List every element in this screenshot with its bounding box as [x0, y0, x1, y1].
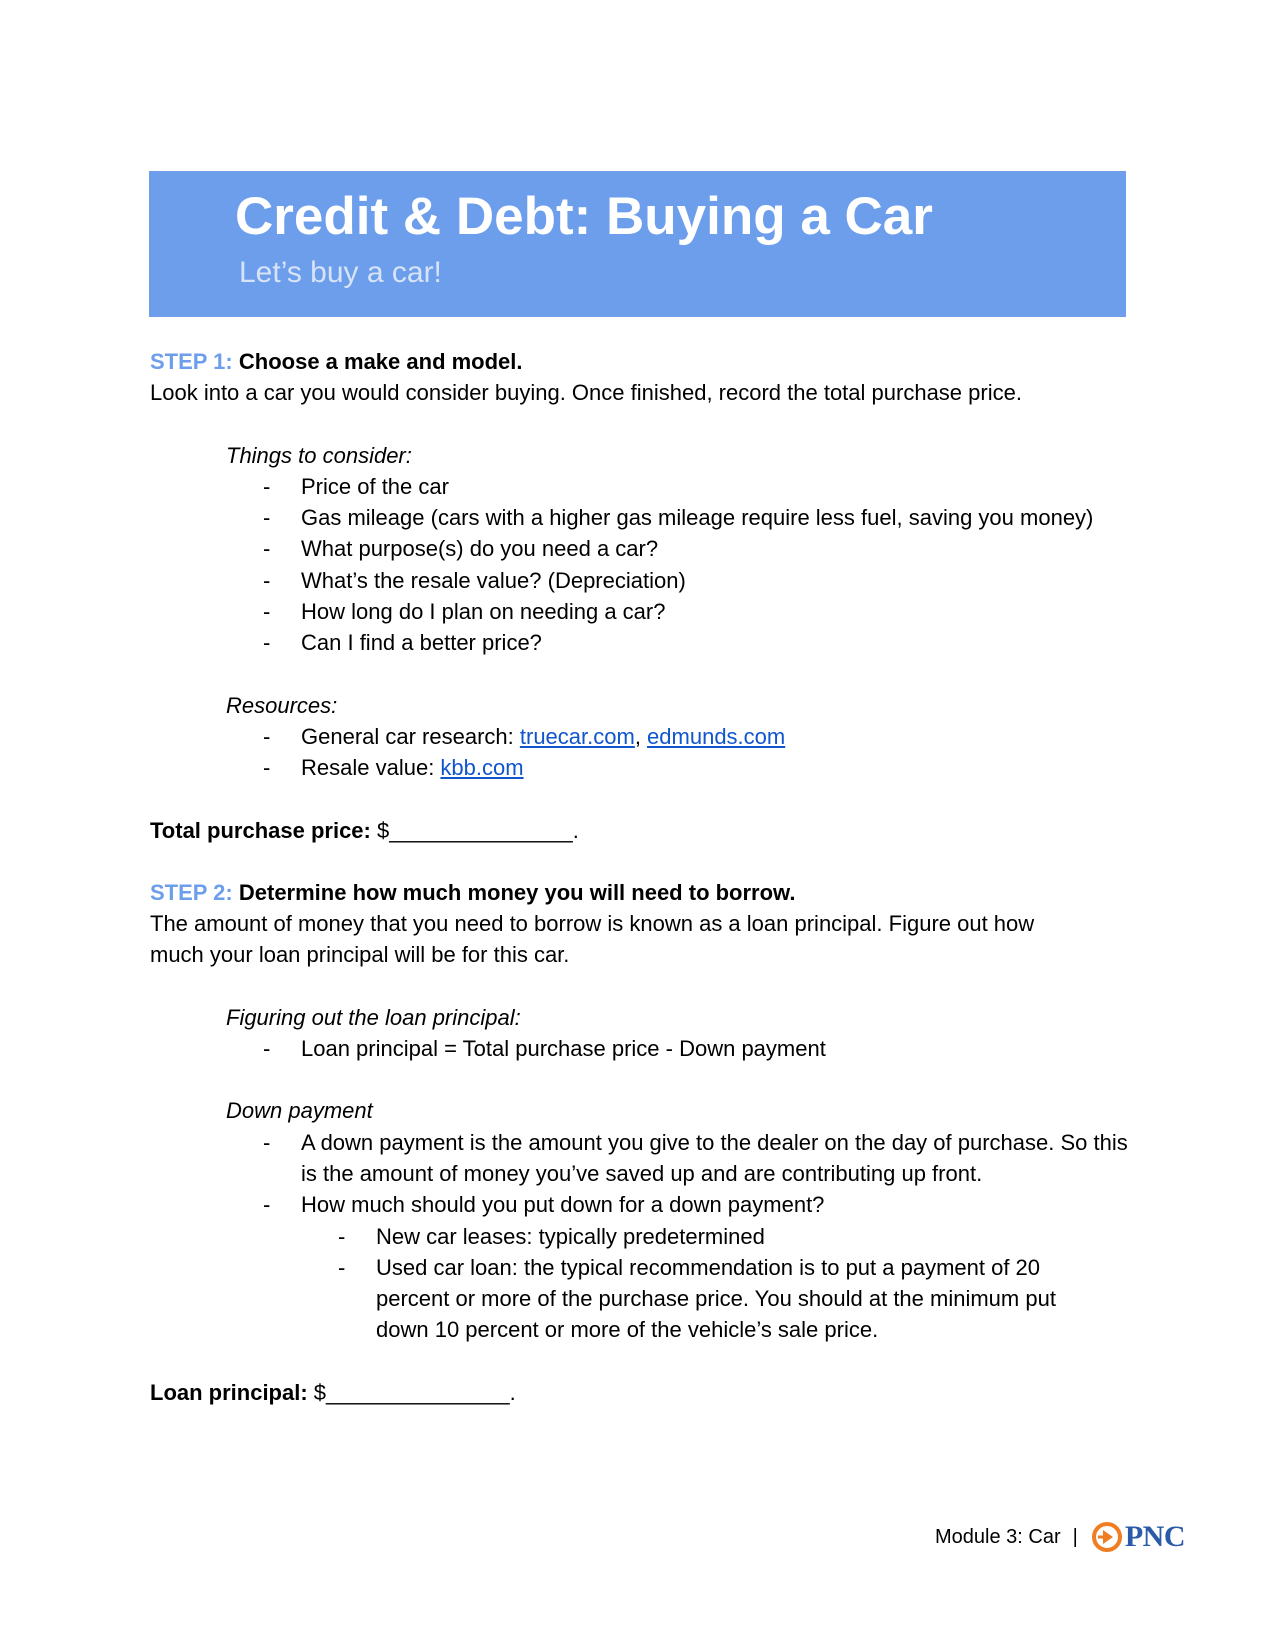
truecar-link[interactable]: truecar.com [519, 723, 635, 749]
pnc-logo-text: PNC [1124, 1520, 1185, 1553]
list-item: - How long do I plan on needing a car? [263, 599, 666, 625]
list-item: - Resale value: kbb.com [263, 755, 524, 781]
page-subtitle: Let’s buy a car! [239, 256, 442, 289]
list-item: - A down payment is the amount you give to the dealer on the day of purchase. So this is the amount of money you’ve saved up and are contributing up front. [263, 1129, 1128, 1186]
list-item: - Can I find a better price? [263, 630, 542, 656]
loan-principal-label: Loan principal: [150, 1379, 314, 1405]
step1-description: Look into a car you would consider buying. Once finished, record the total purchase price. [150, 380, 1022, 406]
list-item: - General car research: truecar.com, edmunds.com [263, 723, 786, 749]
step2-label: STEP 2: [150, 879, 233, 905]
total-purchase-price-line [150, 815, 1140, 846]
step2-heading [150, 877, 1140, 908]
pnc-logo-icon [1092, 1522, 1122, 1552]
edmunds-link[interactable]: edmunds.com [647, 723, 786, 749]
page-footer [935, 1520, 1185, 1554]
loan-principal-line [150, 1377, 1140, 1408]
considerations-section [226, 440, 1140, 784]
list-item: - Used car loan: the typical recommendation is to put a payment of 20 percent or more of the purchase price. You should at the minimum put down 10 percent or more of the vehicle’s sale price. [338, 1254, 1056, 1343]
resource-resale-label: Resale value: [301, 755, 441, 781]
figuring-list [226, 1033, 1140, 1064]
total-purchase-price-blank: $_______________. [376, 817, 579, 843]
step2-description: The amount of money that you need to borrow is known as a loan principal. Figure out how much your loan principal will be for this car. [150, 911, 1035, 968]
document-body [150, 346, 1140, 1408]
list-item: - Loan principal = Total purchase price - Down payment [263, 1036, 826, 1062]
list-item: - New car leases: typically predetermined [338, 1223, 765, 1249]
figuring-title: Figuring out the loan principal: [226, 1004, 521, 1030]
down-payment-sublist [301, 1221, 1140, 1346]
list-item: - How much should you put down for a down payment? - New car leases: typically predetermined - Used car loan: the typical recommendation is to put a payment of 20 percent or more of the purchase price. You should at the minimum put down 10 percent or more of the vehicle’s sale price. [226, 1189, 1140, 1345]
down-payment-title: Down payment [226, 1098, 373, 1124]
footer-module-label: Module 3: Car [935, 1525, 1061, 1548]
list-item: - Price of the car [263, 473, 449, 499]
list-item: - Gas mileage (cars with a higher gas mileage require less fuel, saving you money) [263, 505, 1094, 531]
title-banner [149, 171, 1126, 317]
total-purchase-price-label: Total purchase price: [150, 817, 377, 843]
step1-heading [150, 346, 1140, 377]
step1-heading-text: Choose a make and model. [238, 349, 523, 374]
list-item: - What purpose(s) do you need a car? [263, 536, 659, 562]
loan-principal-section [226, 1002, 1140, 1346]
considerations-list [226, 471, 1140, 659]
down-payment-list [226, 1127, 1140, 1346]
resources-list [226, 721, 1140, 784]
resource-general-label: General car research: [301, 723, 520, 749]
footer-separator: | [1072, 1525, 1078, 1548]
loan-principal-blank: $_______________. [313, 1379, 516, 1405]
considerations-title: Things to consider: [226, 442, 412, 468]
kbb-link[interactable]: kbb.com [440, 755, 524, 781]
step1-label: STEP 1: [150, 349, 233, 374]
pnc-logo [1092, 1520, 1185, 1554]
list-item: - What’s the resale value? (Depreciation) [263, 567, 686, 593]
resources-title: Resources: [226, 692, 338, 718]
step2-heading-text: Determine how much money you will need to borrow. [238, 879, 796, 905]
page-title: Credit & Debt: Buying a Car [235, 187, 933, 246]
